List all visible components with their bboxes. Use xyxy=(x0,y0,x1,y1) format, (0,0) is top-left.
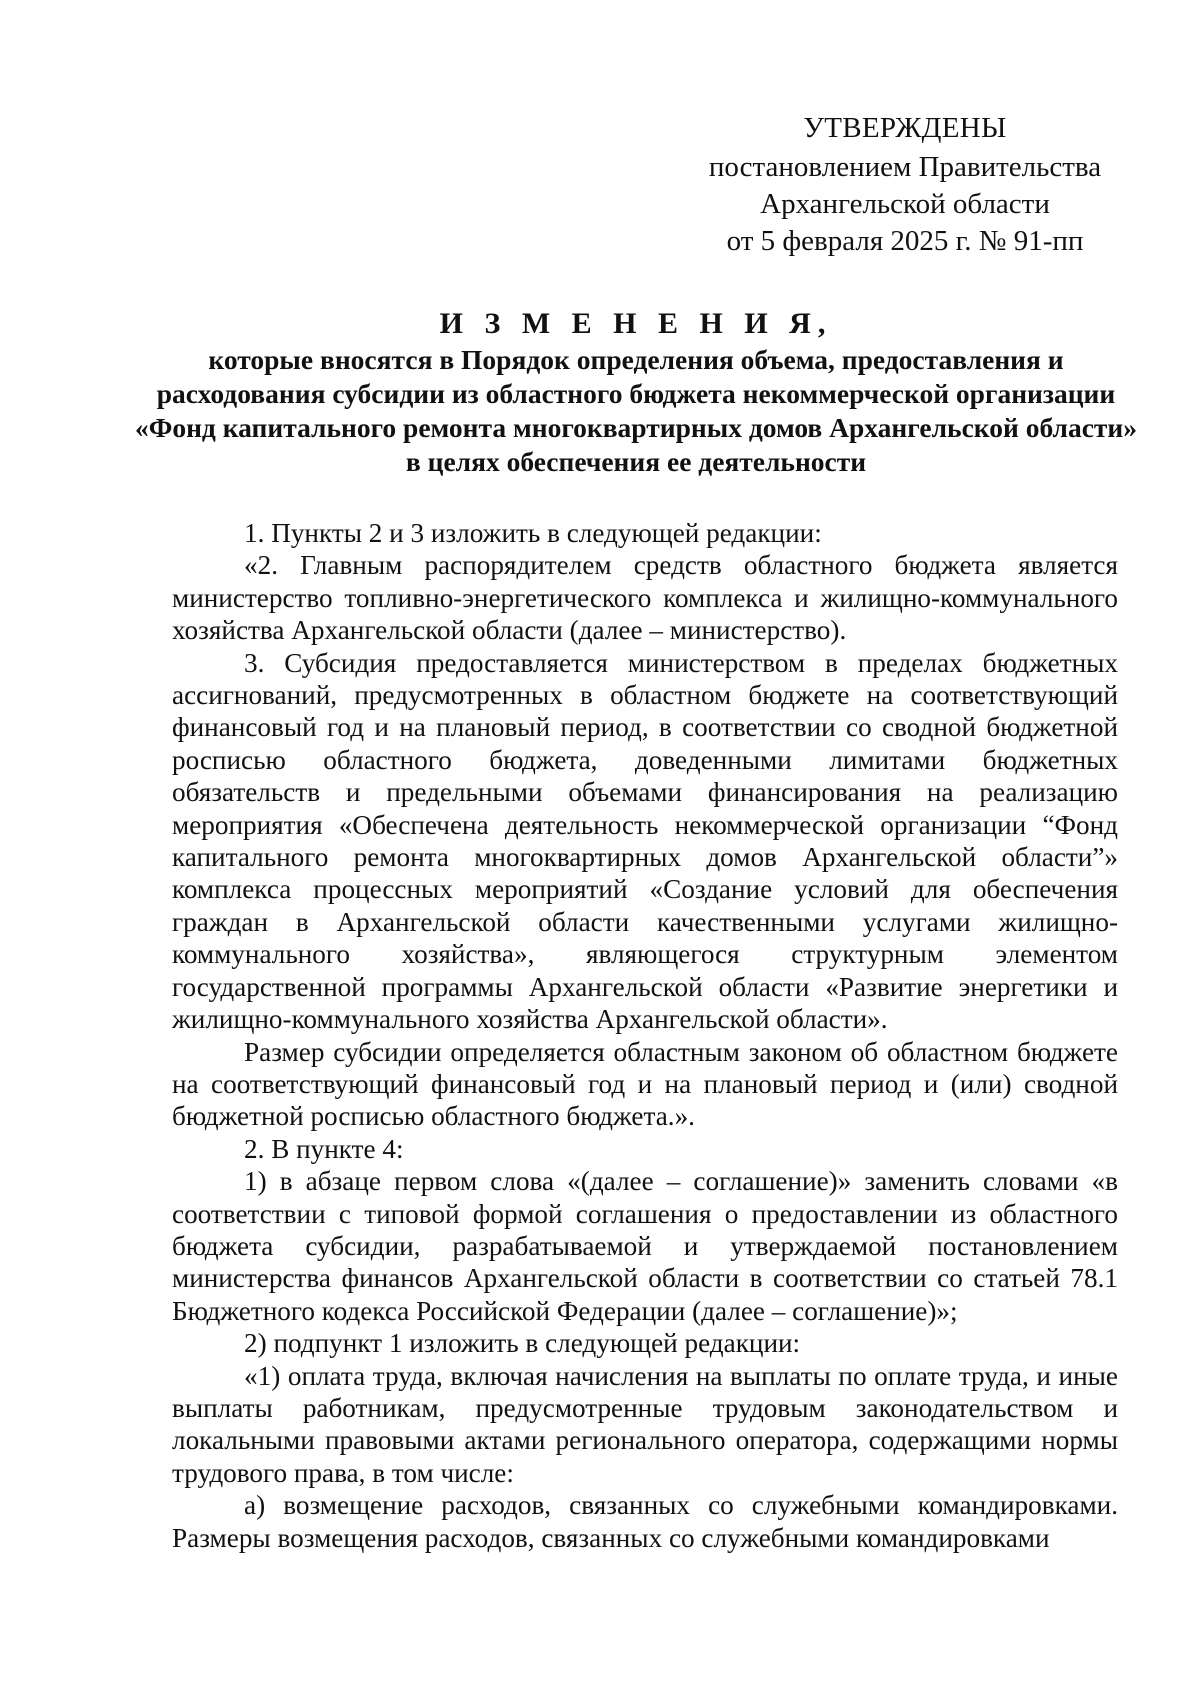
approval-heading: УТВЕРЖДЕНЫ xyxy=(803,112,1007,144)
approval-stamp-block xyxy=(705,110,1105,260)
paragraph-9: а) возмещение расходов, связанных со служебными командировками. Размеры возмещения расходов, связанных со служебными командировками xyxy=(172,1490,1118,1553)
paragraph-4: Размер субсидии определяется областным законом об областном бюджете на соответствующий финансовый год и на плановый период и (или) сводной бюджетной росписью областного бюджета.». xyxy=(172,1036,1118,1132)
approval-line-2: Архангельской области xyxy=(760,188,1050,220)
approval-line-3: от 5 февраля 2025 г. № 91-пп xyxy=(726,225,1084,257)
paragraph-1: 1. Пункты 2 и 3 изложить в следующей редакции: xyxy=(244,518,822,548)
approval-line-1: постановлением Правительства xyxy=(708,151,1102,183)
paragraph-6: 1) в абзаце первом слова «(далее – соглашение)» заменить словами «в соответствии с типовой формой соглашения о предоставлении из областного бюджета субсидии, разрабатываемой и утверждаемой постановлением министерства финансов Архангельской области в соответствии со статьей 78.1 Бюджетного кодекса Российской Федерации (далее – соглашение)»; xyxy=(172,1166,1118,1326)
document-title: И З М Е Н Е Н И Я, xyxy=(439,307,833,340)
paragraph-3: 3. Субсидия предоставляется министерством в пределах бюджетных ассигнований, предусмотренных в областном бюджете на соответствующий финансовый год и на плановый период, в соответствии со сводной бюджетной росписью областного бюджета, доведенными лимитами бюджетных обязательств и предельными объемами финансирования на реализацию мероприятия «Обеспечена деятельность некоммерческой организации “Фонд капитального ремонта многоквартирных домов Архангельской области”» комплекса процессных мероприятий «Создание условий для обеспечения граждан в Архангельской области качественными услугами жилищно-коммунального хозяйства», являющегося структурным элементом государственной программы Архангельской области «Развитие энергетики и жилищно-коммунального хозяйства Архангельской области». xyxy=(172,647,1118,1035)
paragraph-8: «1) оплата труда, включая начисления на выплаты по оплате труда, и иные выплаты работникам, предусмотренные трудовым законодательством и локальными правовыми актами регионального оператора, содержащими нормы трудового права, в том числе: xyxy=(172,1360,1118,1488)
paragraph-5: 2. В пункте 4: xyxy=(244,1133,404,1164)
document-title-block xyxy=(130,305,1142,479)
document-body xyxy=(172,517,1118,1554)
paragraph-7: 2) подпункт 1 изложить в следующей редакции: xyxy=(244,1328,801,1359)
document-subtitle: которые вносятся в Порядок определения объема, предоставления и расходования субсидии из областного бюджета некоммерческой организации «Фонд капитального ремонта многоквартирных домов Архангельской области» в целях обеспечения ее деятельности xyxy=(134,344,1138,477)
paragraph-2: «2. Главным распорядителем средств областного бюджета является министерство топливно-энергетического комплекса и жилищно-коммунального хозяйства Архангельской области (далее – министерство). xyxy=(172,550,1118,646)
